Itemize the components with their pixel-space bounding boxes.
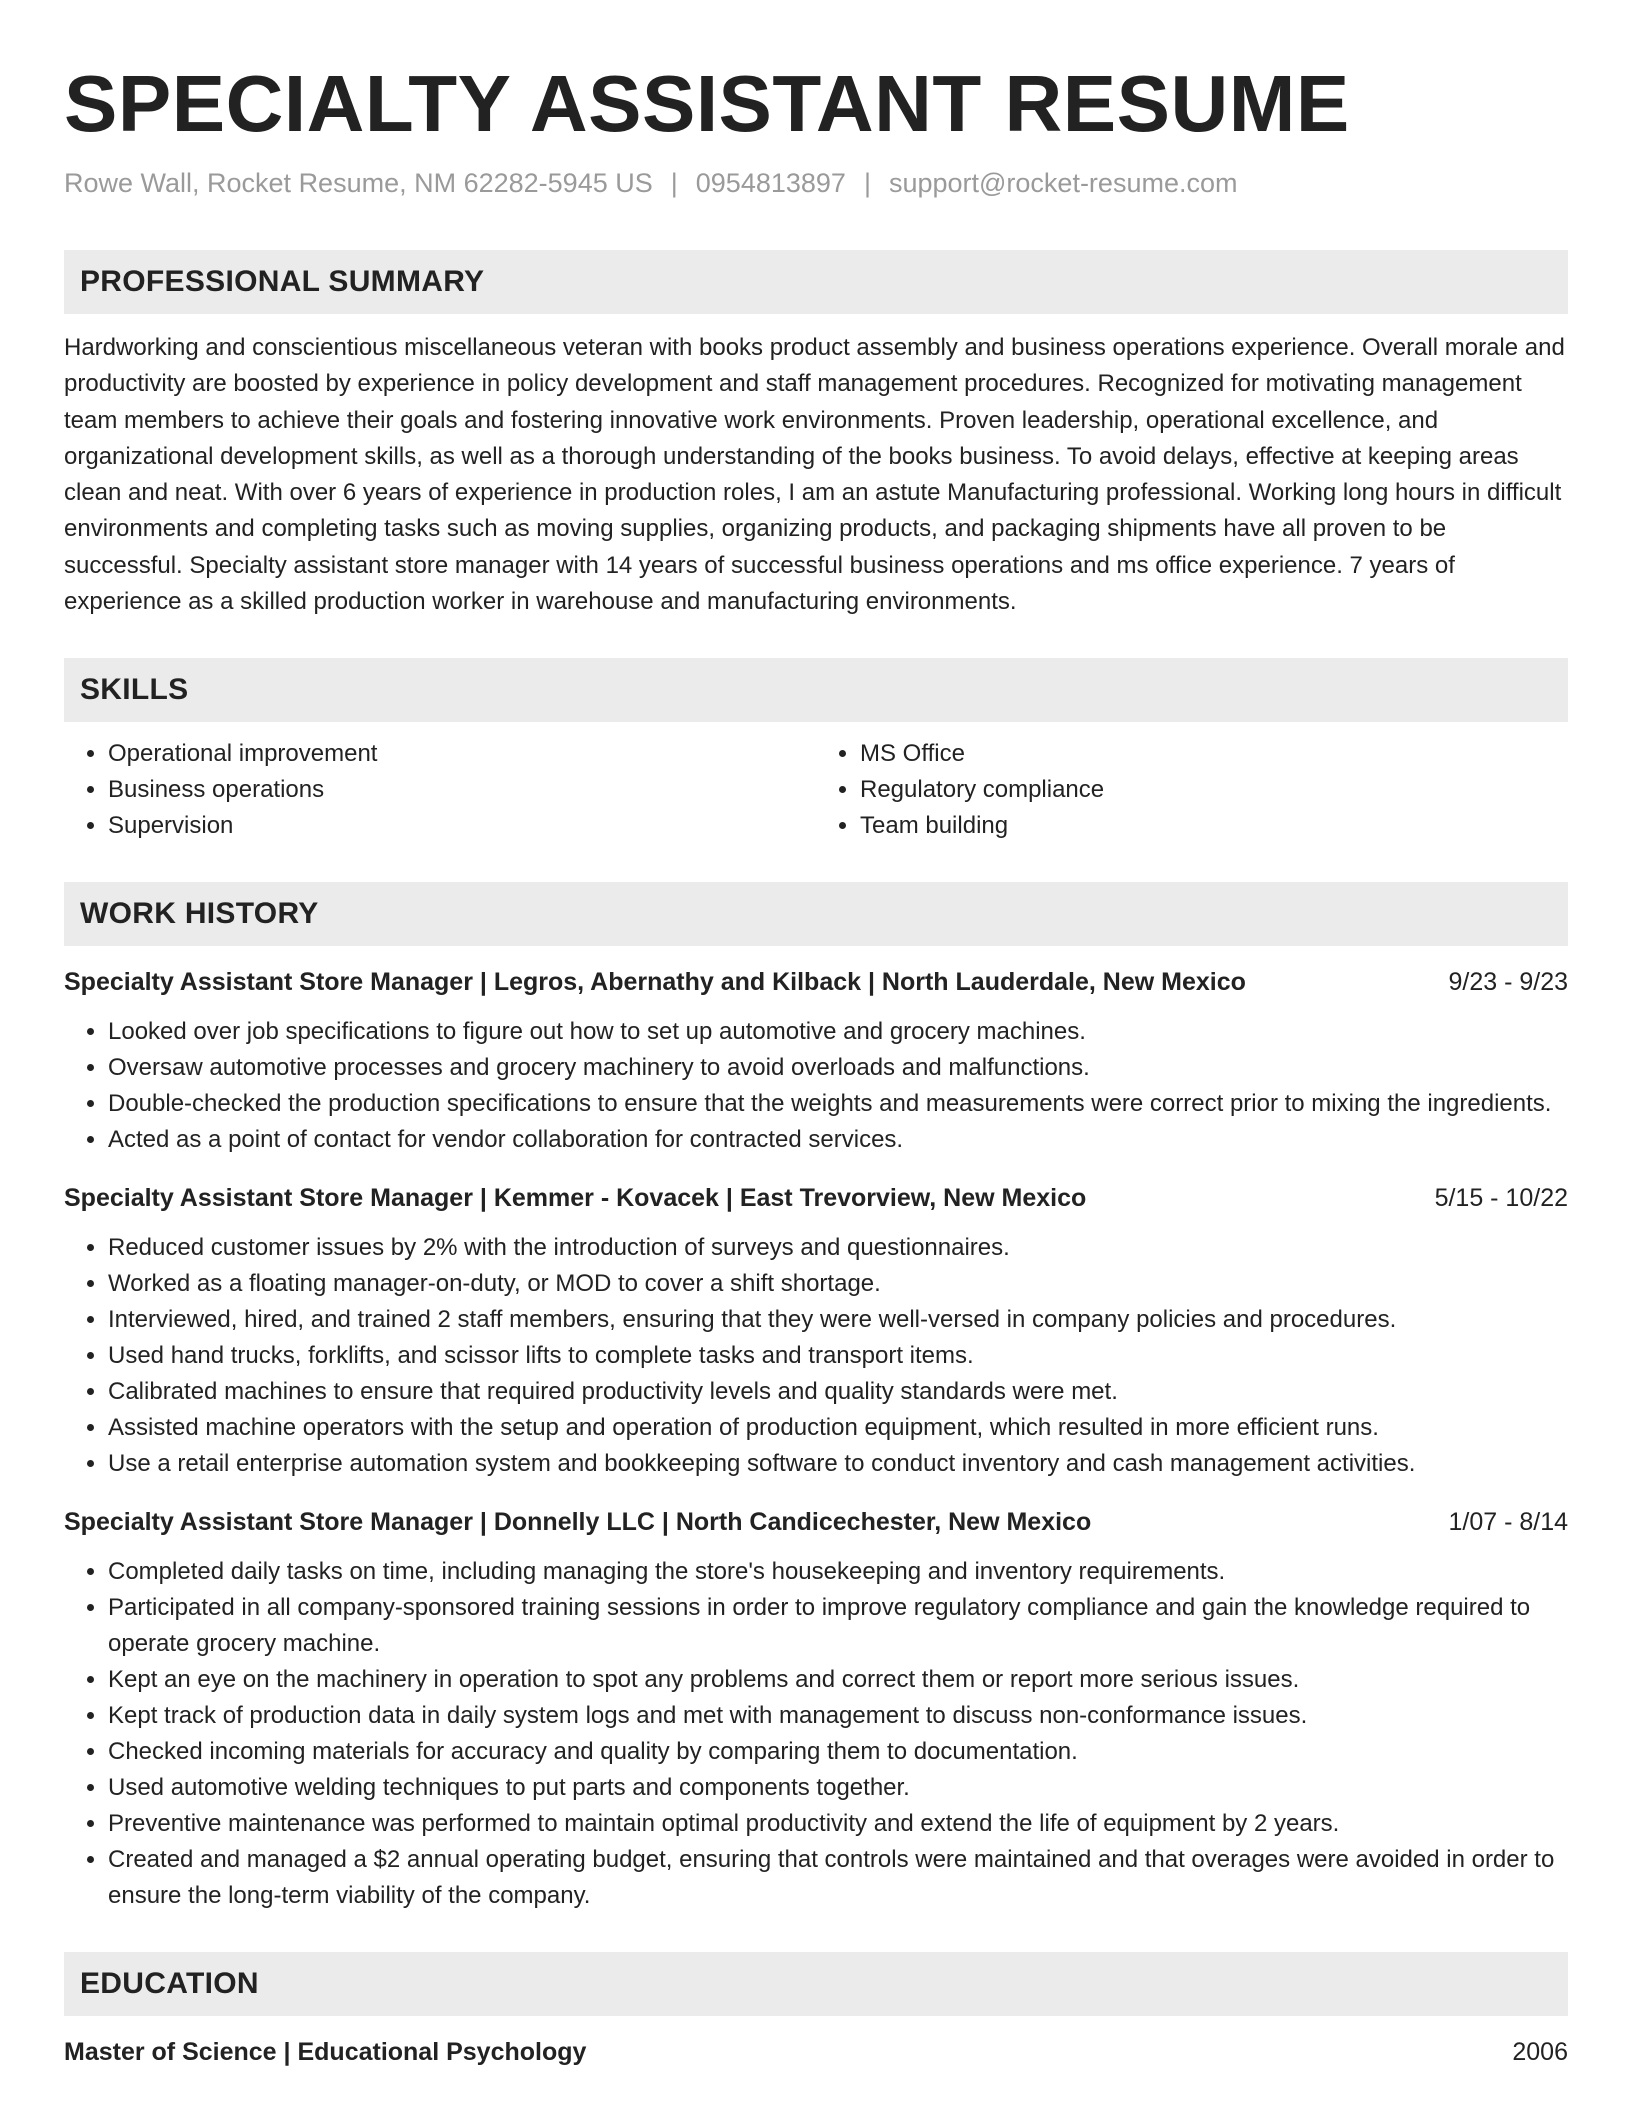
job-entry xyxy=(64,1504,1568,1914)
resume-title: SPECIALTY ASSISTANT RESUME xyxy=(64,59,1350,148)
contact-separator: | xyxy=(863,168,871,198)
job-dates: 1/07 - 8/14 xyxy=(1448,1508,1568,1537)
contact-separator: | xyxy=(670,168,678,198)
job-bullet: • Completed daily tasks on time, including managing the store's housekeeping and inventory requirements. xyxy=(108,1554,1568,1590)
job-bullet: • Used automotive welding techniques to put parts and components together. xyxy=(108,1770,1568,1806)
job-entry xyxy=(64,964,1568,1158)
skills-grid xyxy=(64,736,1568,844)
job-bullet: • Preventive maintenance was performed to maintain optimal productivity and extend the life of equipment by 2 years. xyxy=(108,1806,1568,1842)
job-bullet: • Reduced customer issues by 2% with the introduction of surveys and questionnaires. xyxy=(108,1230,1568,1266)
contact-line xyxy=(64,166,1568,200)
job-bullet: • Participated in all company-sponsored training sessions in order to improve regulatory compliance and gain the knowledge required to operate grocery machine. xyxy=(108,1590,1568,1662)
job-header xyxy=(64,1180,1568,1216)
job-bullet: • Use a retail enterprise automation system and bookkeeping software to conduct inventory and cash management activities. xyxy=(108,1446,1568,1482)
job-bullet: • Worked as a floating manager-on-duty, or MOD to cover a shift shortage. xyxy=(108,1266,1568,1302)
job-title: Specialty Assistant Store Manager | Donnelly LLC | North Candicechester, New Mexico xyxy=(64,1508,1092,1537)
job-bullets xyxy=(64,1014,1568,1158)
job-bullet: • Double-checked the production specifications to ensure that the weights and measurements were correct prior to mixing the ingredients. xyxy=(108,1086,1568,1122)
job-bullet: • Acted as a point of contact for vendor collaboration for contracted services. xyxy=(108,1122,1568,1158)
job-bullets xyxy=(64,1230,1568,1482)
education-section xyxy=(64,1952,1568,2070)
summary-text: Hardworking and conscientious miscellaneous veteran with books product assembly and business operations experience. Overall morale and productivity are boosted by experience in policy development and staff management procedures. Recognized for motivating management team members to achieve their goals and fostering innovative work environments. Proven leadership, operational excellence, and organizational development skills, as well as a thorough understanding of the books business. To avoid delays, effective at keeping areas clean and neat. With over 6 years of experience in production roles, I am an astute Manufacturing professional. Working long hours in difficult environments and completing tasks such as moving supplies, organizing products, and packaging shipments have all proven to be successful. Specialty assistant store manager with 14 years of successful business operations and ms office experience. 7 years of experience as a skilled production worker in warehouse and manufacturing environments. xyxy=(64,334,1565,616)
skill-item: • Team building xyxy=(860,808,1568,844)
contact-phone: 0954813897 xyxy=(695,168,846,198)
job-bullet: • Calibrated machines to ensure that required productivity levels and quality standards were met. xyxy=(108,1374,1568,1410)
skill-item: • MS Office xyxy=(860,736,1568,772)
education-degree: Master of Science | Educational Psychology xyxy=(64,2038,587,2067)
skills-column-left xyxy=(64,736,816,844)
work-history-section xyxy=(64,882,1568,1914)
job-bullet: • Assisted machine operators with the setup and operation of production equipment, which resulted in more efficient runs. xyxy=(108,1410,1568,1446)
section-header-work-history: WORK HISTORY xyxy=(64,882,1568,946)
skill-item: • Regulatory compliance xyxy=(860,772,1568,808)
job-dates: 9/23 - 9/23 xyxy=(1448,968,1568,997)
skill-item: • Business operations xyxy=(108,772,816,808)
skills-column-right xyxy=(816,736,1568,844)
job-bullet: • Kept track of production data in daily system logs and met with management to discuss non-conformance issues. xyxy=(108,1698,1568,1734)
job-bullet: • Kept an eye on the machinery in operation to spot any problems and correct them or report more serious issues. xyxy=(108,1662,1568,1698)
skills-section xyxy=(64,658,1568,844)
contact-email: support@rocket-resume.com xyxy=(888,168,1238,198)
job-title: Specialty Assistant Store Manager | Kemmer - Kovacek | East Trevorview, New Mexico xyxy=(64,1184,1087,1213)
job-bullet: • Interviewed, hired, and trained 2 staff members, ensuring that they were well-versed in company policies and procedures. xyxy=(108,1302,1568,1338)
section-header-summary: PROFESSIONAL SUMMARY xyxy=(64,250,1568,314)
job-bullet: • Looked over job specifications to figure out how to set up automotive and grocery machines. xyxy=(108,1014,1568,1050)
section-header-education: EDUCATION xyxy=(64,1952,1568,2016)
job-bullet: • Used hand trucks, forklifts, and scissor lifts to complete tasks and transport items. xyxy=(108,1338,1568,1374)
education-year: 2006 xyxy=(1512,2038,1568,2067)
job-header xyxy=(64,964,1568,1000)
summary-section xyxy=(64,250,1568,620)
education-entry xyxy=(64,2034,1568,2070)
section-header-skills: SKILLS xyxy=(64,658,1568,722)
skill-item: • Operational improvement xyxy=(108,736,816,772)
job-title: Specialty Assistant Store Manager | Legros, Abernathy and Kilback | North Lauderdale, New Mexico xyxy=(64,968,1246,997)
job-header xyxy=(64,1504,1568,1540)
skill-item: • Supervision xyxy=(108,808,816,844)
job-dates: 5/15 - 10/22 xyxy=(1434,1184,1568,1213)
job-bullet: • Oversaw automotive processes and grocery machinery to avoid overloads and malfunctions. xyxy=(108,1050,1568,1086)
contact-address: Rowe Wall, Rocket Resume, NM 62282-5945 US xyxy=(64,168,653,198)
job-entry xyxy=(64,1180,1568,1482)
job-bullets xyxy=(64,1554,1568,1914)
job-bullet: • Created and managed a $2 annual operating budget, ensuring that controls were maintained and that overages were avoided in order to ensure the long-term viability of the company. xyxy=(108,1842,1568,1914)
job-bullet: • Checked incoming materials for accuracy and quality by comparing them to documentation. xyxy=(108,1734,1568,1770)
